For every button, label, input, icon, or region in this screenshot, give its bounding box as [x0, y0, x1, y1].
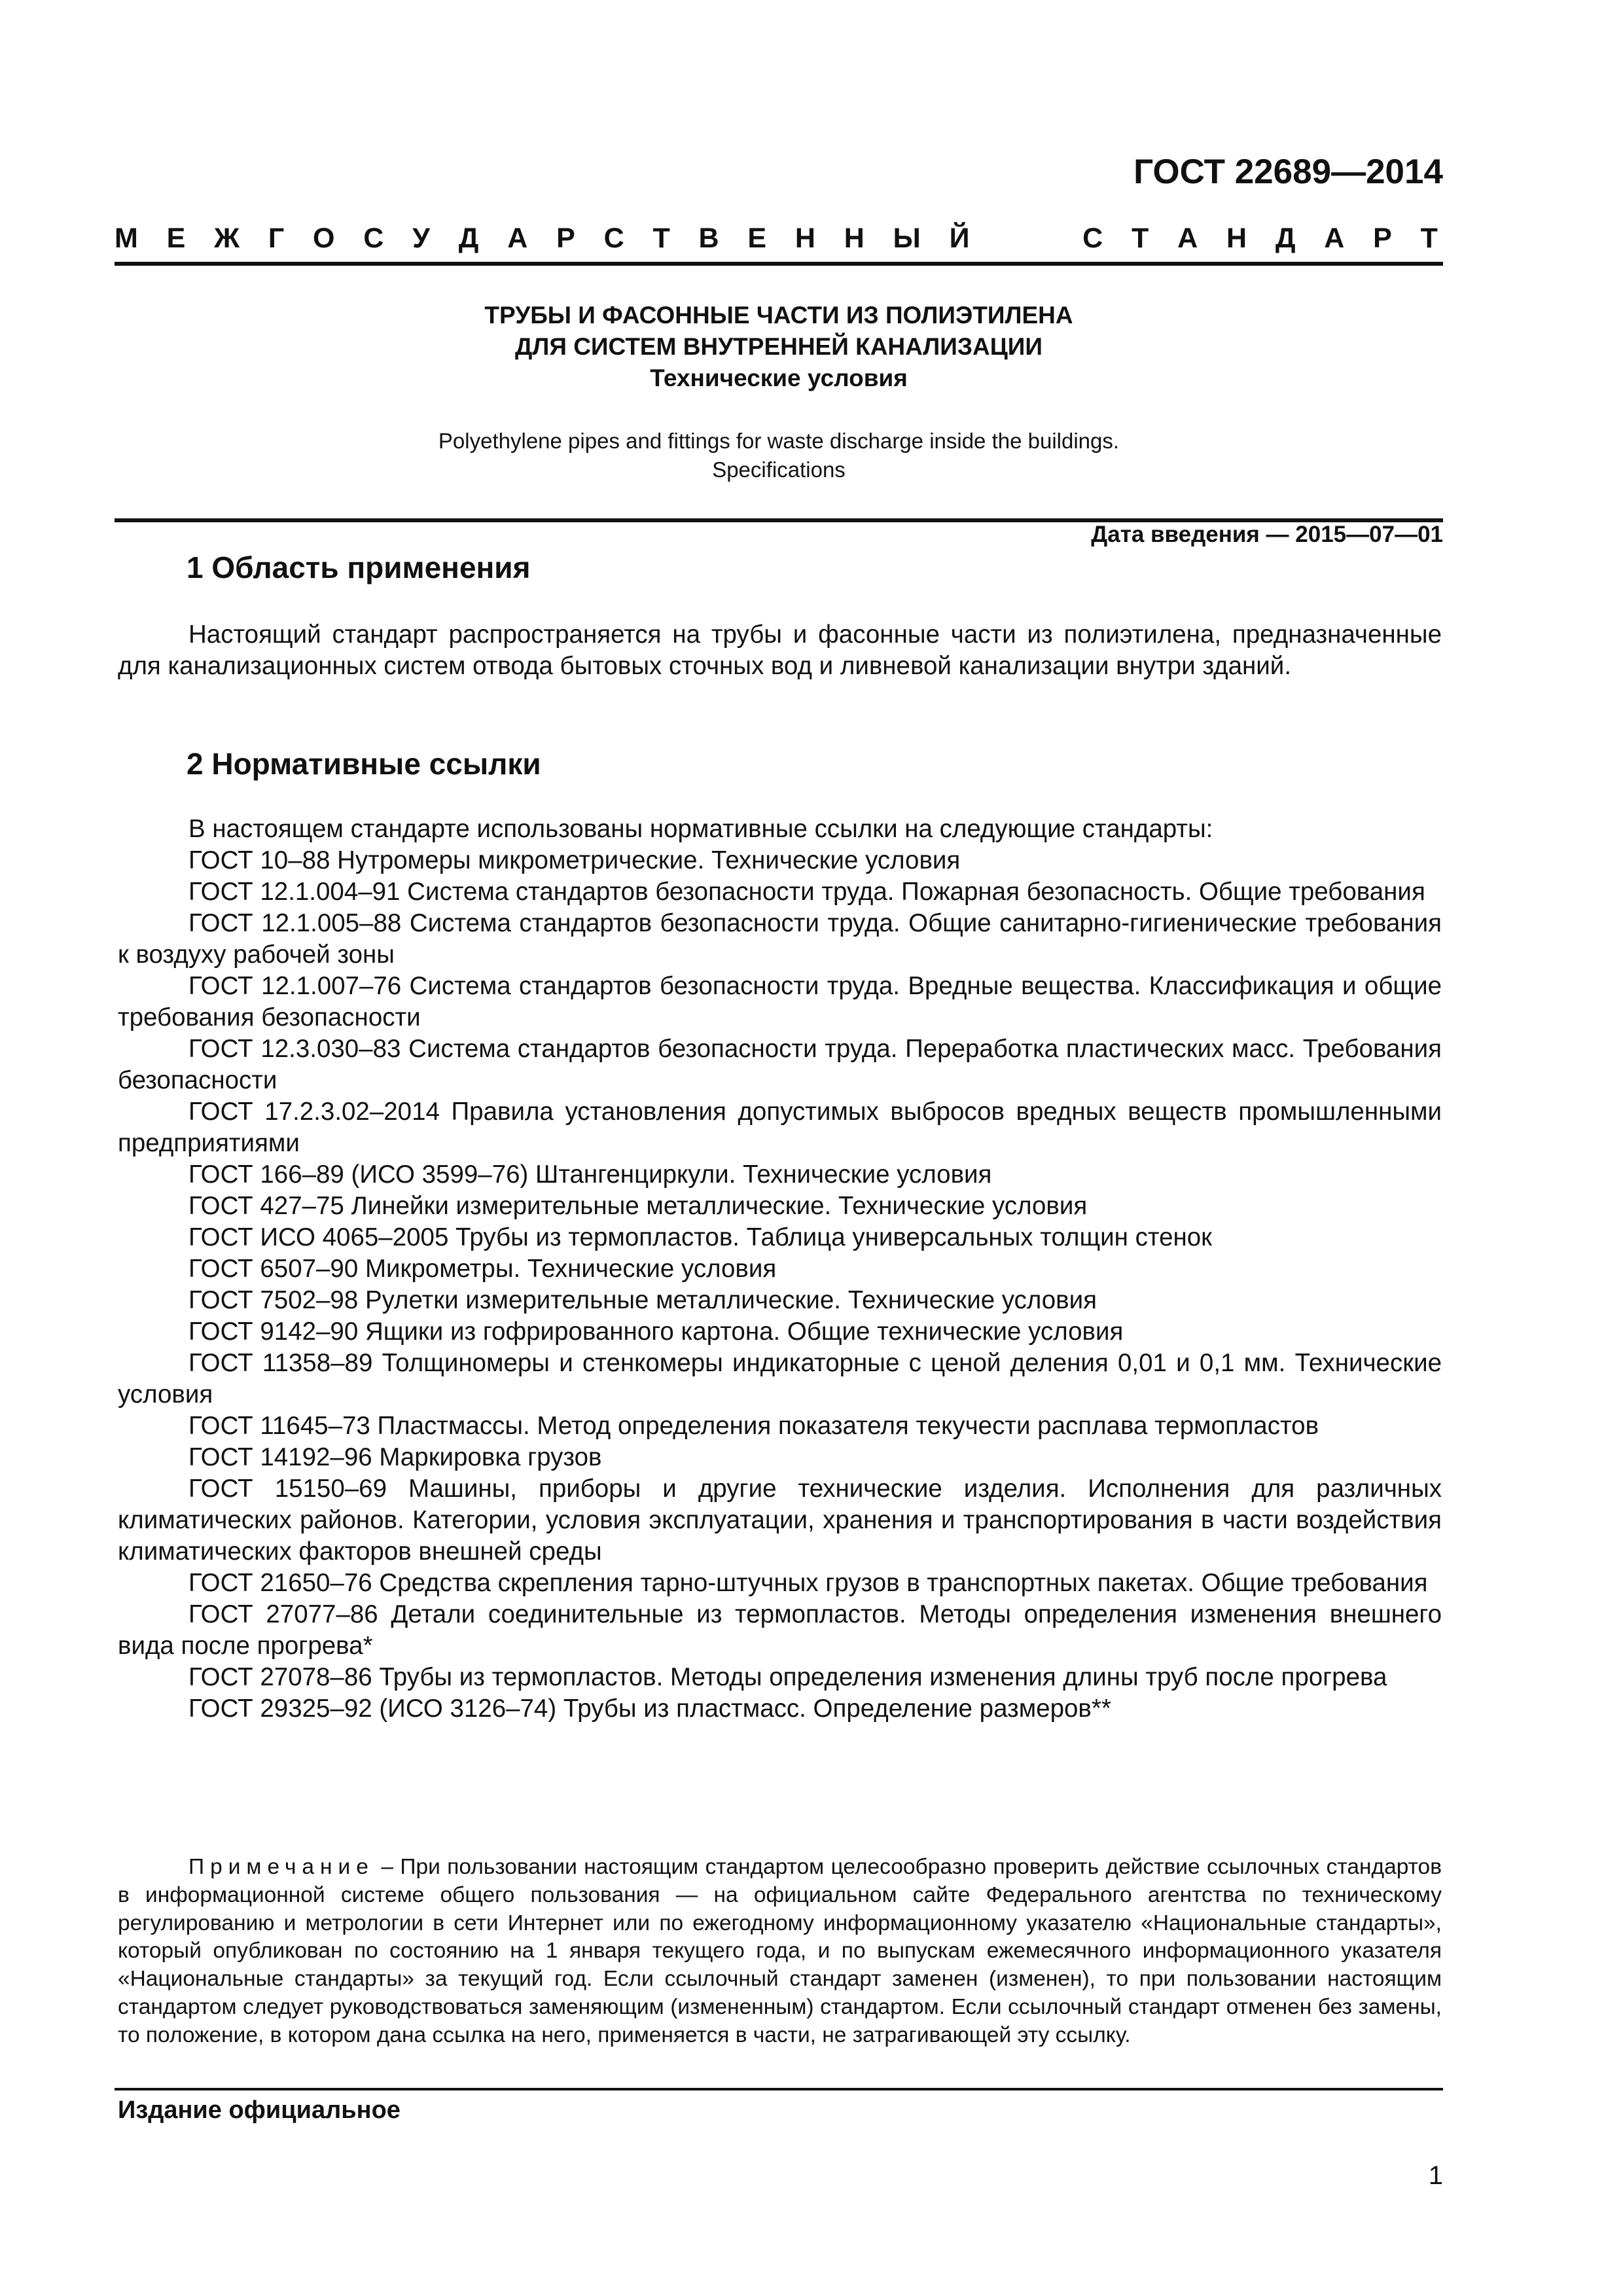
normative-references-list — [118, 814, 1442, 1725]
official-edition-label: Издание официальное — [118, 2096, 401, 2124]
reference-item: ГОСТ 15150–69 Машины, приборы и другие технические изделия. Исполнения для различных климатических районов. Категории, условия эксплуатации, хранения и транспортирования в части воздействия климатических факторов внешней среды — [118, 1475, 1442, 1566]
banner-letter: Р — [1373, 223, 1392, 254]
note-text: – При пользовании настоящим стандартом целесообразно проверить действие ссылочных стандартов в информационной системе общего пользования — на официальном сайте Федерального агентства по техническому регулированию и метрологии в сети Интернет или по ежегодному информационному указателю «Национальные стандарты», который опубликован по состоянию на 1 января текущего года, и по выпускам ежемесячного информационного указателя «Национальные стандарты» за текущий год. Если ссылочный стандарт заменен (изменен), то при пользовании настоящим стандартом следует руководствоваться заменяющим (измененным) стандартом. Если ссылочный стандарт отменен без замены, то положение, в котором дана ссылка на него, применяется в части, не затрагивающей эту ссылку. — [118, 1855, 1442, 2047]
banner-letter: Ы — [893, 223, 921, 254]
banner-letter: М — [115, 223, 138, 254]
banner-letter: Т — [1420, 223, 1438, 254]
reference-item: ГОСТ 10–88 Нутромеры микрометрические. Технические условия — [188, 846, 961, 874]
section-1-heading: 1 Область применения — [187, 550, 531, 584]
banner-letter: С — [363, 223, 384, 254]
note-label: Примечание — [188, 1855, 374, 1879]
document-title — [115, 300, 1443, 394]
english-title — [115, 427, 1443, 484]
reference-item: ГОСТ 14192–96 Маркировка грузов — [188, 1443, 602, 1471]
banner-letter: У — [412, 223, 430, 254]
reference-item: ГОСТ 6507–90 Микрометры. Технические условия — [188, 1255, 777, 1283]
references-note — [118, 1854, 1442, 2050]
title-line-3: Технические условия — [650, 365, 908, 391]
section-1-body — [118, 619, 1442, 682]
reference-item: ГОСТ 12.3.030–83 Система стандартов безопасности труда. Переработка пластических масс. Требования безопасности — [118, 1035, 1442, 1094]
banner-letter: С — [603, 223, 624, 254]
banner-letter: С — [1082, 223, 1103, 254]
introduction-date: Дата введения — 2015—07—01 — [1091, 522, 1443, 547]
gost-number: ГОСТ 22689—2014 — [1133, 152, 1443, 191]
english-title-line-1: Polyethylene pipes and fittings for waste discharge inside the buildings. — [438, 429, 1120, 453]
banner-letter: Д — [1275, 223, 1296, 254]
interstate-standard-banner — [115, 223, 1438, 255]
footer-divider — [115, 2088, 1443, 2090]
banner-letter: Н — [794, 223, 815, 254]
reference-item: ГОСТ 27078–86 Трубы из термопластов. Методы определения изменения длины труб после прогрева — [188, 1663, 1387, 1691]
reference-item: ГОСТ 11358–89 Толщиномеры и стенкомеры индикаторные с ценой деления 0,01 и 0,1 мм. Технические условия — [118, 1349, 1442, 1408]
banner-letter: Р — [556, 223, 575, 254]
title-line-2: ДЛЯ СИСТЕМ ВНУТРЕННЕЙ КАНАЛИЗАЦИИ — [515, 333, 1043, 360]
banner-letter: Й — [949, 223, 970, 254]
banner-letter: Е — [166, 223, 186, 254]
reference-item: ГОСТ 29325–92 (ИСО 3126–74) Трубы из пластмасс. Определение размеров** — [188, 1695, 1111, 1723]
section-2-heading: 2 Нормативные ссылки — [187, 747, 541, 781]
page-number: 1 — [1428, 2161, 1443, 2190]
reference-item: ГОСТ 7502–98 Рулетки измерительные металлические. Технические условия — [188, 1286, 1097, 1314]
banner-letter: Т — [1131, 223, 1149, 254]
banner-letter: Ж — [214, 223, 240, 254]
banner-letter: Т — [652, 223, 670, 254]
reference-item: ГОСТ 11645–73 Пластмассы. Метод определения показателя текучести расплава термопластов — [188, 1412, 1319, 1440]
reference-item: ГОСТ 166–89 (ИСО 3599–76) Штангенциркули. Технические условия — [188, 1160, 992, 1189]
reference-item: ГОСТ 9142–90 Ящики из гофрированного картона. Общие технические условия — [188, 1318, 1124, 1346]
banner-letter: А — [1177, 223, 1198, 254]
reference-item: ГОСТ 21650–76 Средства скрепления тарно-штучных грузов в транспортных пакетах. Общие требования — [188, 1569, 1428, 1597]
reference-item: ГОСТ 12.1.004–91 Система стандартов безопасности труда. Пожарная безопасность. Общие требования — [188, 878, 1425, 906]
banner-letter: Е — [747, 223, 767, 254]
title-line-1: ТРУБЫ И ФАСОННЫЕ ЧАСТИ ИЗ ПОЛИЭТИЛЕНА — [484, 302, 1073, 329]
reference-item: ГОСТ ИСО 4065–2005 Трубы из термопластов. Таблица универсальных толщин стенок — [188, 1223, 1213, 1251]
top-divider — [115, 262, 1443, 266]
banner-letter: Д — [458, 223, 479, 254]
reference-item: ГОСТ 12.1.005–88 Система стандартов безопасности труда. Общие санитарно-гигиенические требования к воздуху рабочей зоны — [118, 909, 1442, 969]
banner-letter: А — [507, 223, 528, 254]
banner-letter: В — [698, 223, 719, 254]
banner-letter: А — [1324, 223, 1345, 254]
reference-item: ГОСТ 12.1.007–76 Система стандартов безопасности труда. Вредные вещества. Классификация и общие требования безопасности — [118, 972, 1442, 1031]
reference-item: ГОСТ 427–75 Линейки измерительные металлические. Технические условия — [188, 1192, 1088, 1220]
banner-letter: Г — [268, 223, 285, 254]
banner-letter: Н — [1226, 223, 1247, 254]
reference-item: ГОСТ 27077–86 Детали соединительные из термопластов. Методы определения изменения внешнего вида после прогрева* — [118, 1600, 1442, 1660]
section-1-paragraph: Настоящий стандарт распространяется на трубы и фасонные части из полиэтилена, предназначенные для канализационных систем отвода бытовых сточных вод и ливневой канализации внутри зданий. — [118, 620, 1442, 680]
banner-letter: Н — [844, 223, 865, 254]
references-intro: В настоящем стандарте использованы нормативные ссылки на следующие стандарты: — [188, 815, 1213, 843]
reference-item: ГОСТ 17.2.3.02–2014 Правила установления допустимых выбросов вредных веществ промышленными предприятиями — [118, 1098, 1442, 1157]
english-title-line-2: Specifications — [712, 457, 846, 482]
banner-letter: О — [313, 223, 335, 254]
